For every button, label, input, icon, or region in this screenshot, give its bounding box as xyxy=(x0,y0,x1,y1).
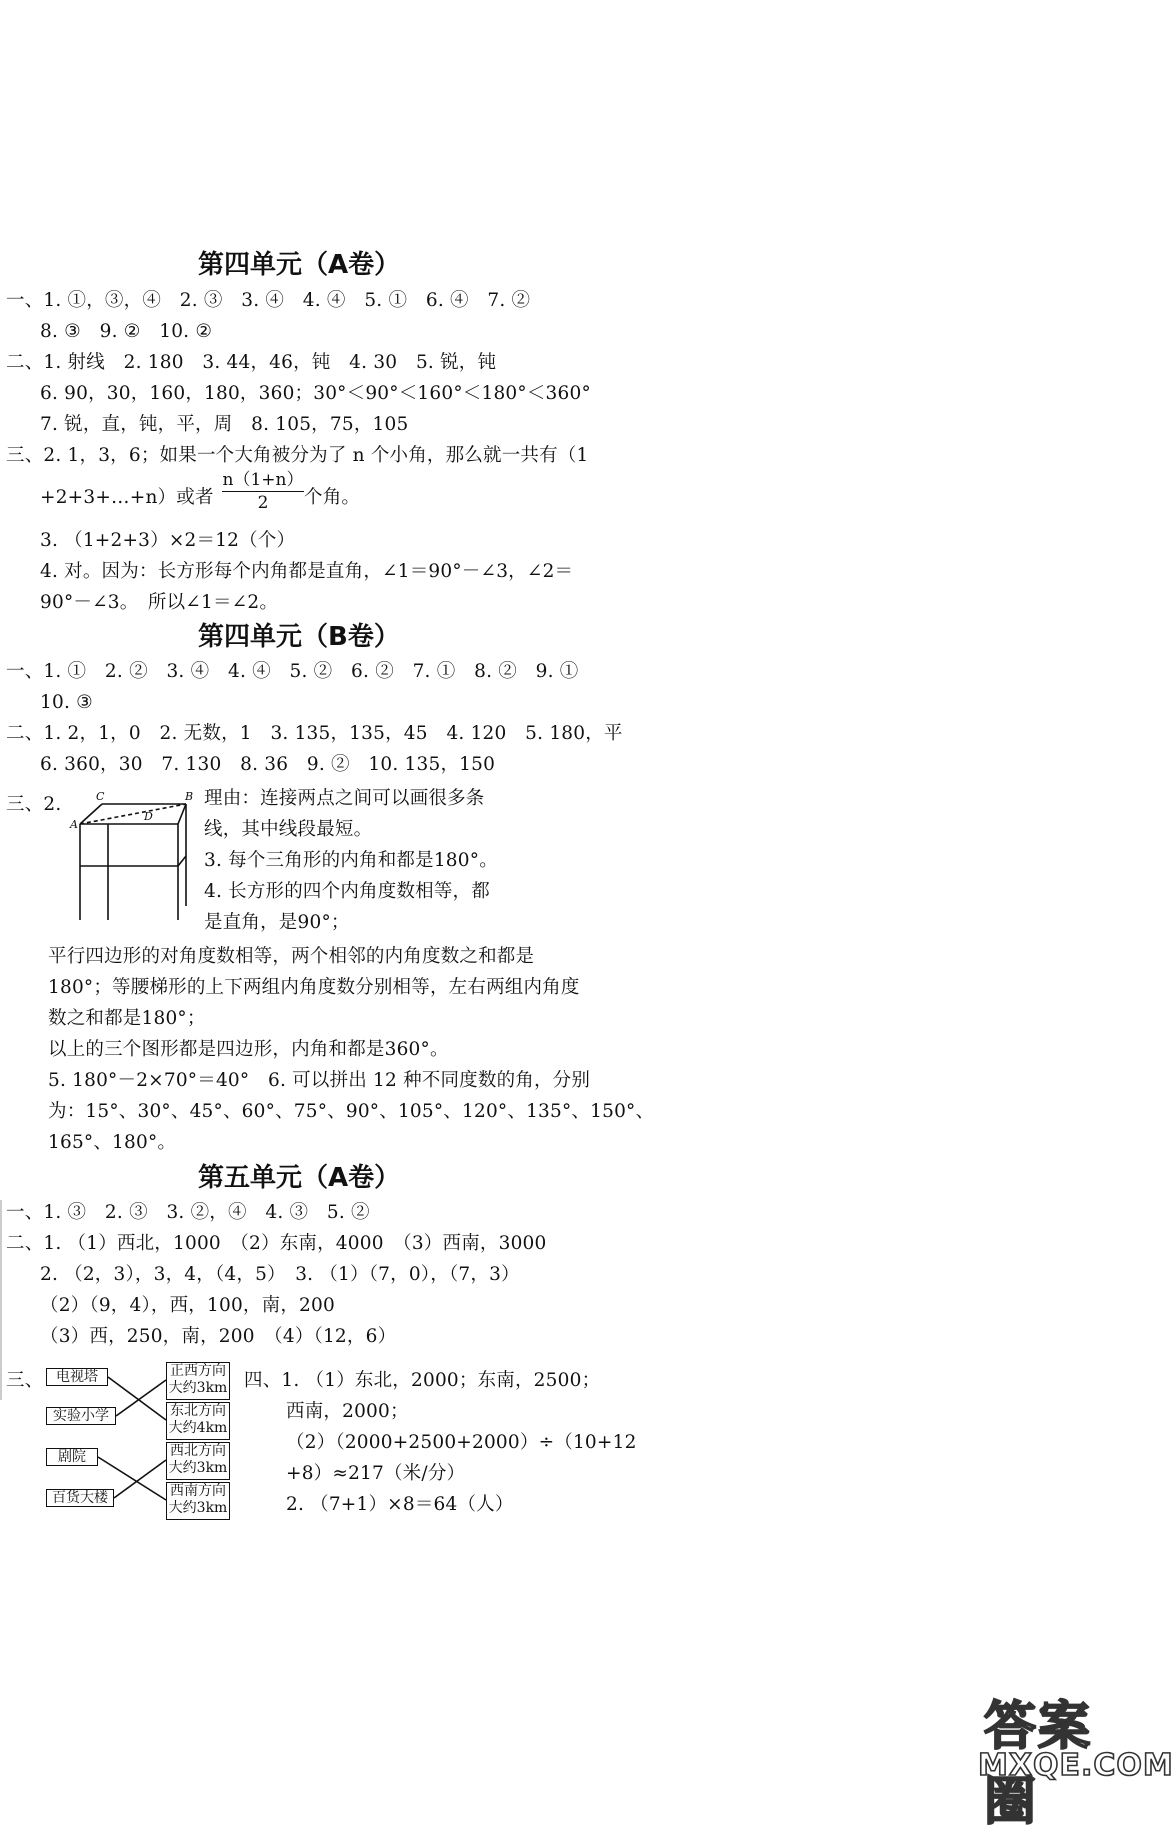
answer-line: 线，其中线段最短。 xyxy=(204,819,373,840)
match-direction: 西南方向 xyxy=(170,1483,226,1499)
answer-line: 4. 长方形的四个内角度数相等，都 xyxy=(204,881,490,902)
answer-line: 一、1. ① 2. ② 3. ④ 4. ④ 5. ② 6. ② 7. ① 8. ② 9. ① xyxy=(6,661,579,682)
answer-line: 三、 xyxy=(6,1370,44,1391)
answer-line: 三、2. 1，3，6；如果一个大角被分为了 n 个小角，那么就一共有（1 xyxy=(6,445,589,466)
match-distance: 大约4km xyxy=(168,1420,228,1436)
match-left-box: 电视塔 xyxy=(46,1368,108,1386)
answer-line: 二、1. 2，1，0 2. 无数，1 3. 135，135，45 4. 120 5. 180，平 xyxy=(6,723,623,744)
answer-line: 165°、180°。 xyxy=(48,1132,177,1153)
match-distance: 大约3km xyxy=(168,1460,228,1476)
match-distance: 大约3km xyxy=(168,1500,228,1516)
watermark-top-text: 答案圈 xyxy=(984,1697,1093,1832)
answer-line: 5. 180°－2×70°＝40° 6. 可以拼出 12 种不同度数的角，分别 xyxy=(48,1070,591,1091)
match-direction: 东北方向 xyxy=(170,1403,226,1419)
match-left-box: 剧院 xyxy=(46,1448,98,1466)
answer-line: 以上的三个图形都是四边形，内角和都是360°。 xyxy=(48,1039,449,1060)
answer-line: 个角。 xyxy=(304,487,361,508)
answer-line: 2. （2，3），3，4，（4，5） 3. （1）（7，0），（7，3） xyxy=(40,1264,520,1285)
answer-line: 3. 每个三角形的内角和都是180°。 xyxy=(204,850,498,871)
answer-line: +2+3+…+n）或者 xyxy=(40,487,214,508)
answer-line: 8. ③ 9. ② 10. ② xyxy=(40,321,213,342)
answer-line: 三、2. xyxy=(6,794,62,815)
answer-line: 一、1. ③ 2. ③ 3. ②，④ 4. ③ 5. ② xyxy=(6,1202,370,1223)
answer-line: 7. 锐，直，钝，平，周 8. 105，75，105 xyxy=(40,414,409,435)
answer-line: 3. （1+2+3）×2＝12（个） xyxy=(40,530,296,551)
answer-line: 数之和都是180°； xyxy=(48,1008,206,1029)
answer-line: 180°；等腰梯形的上下两组内角度数分别相等，左右两组内角度 xyxy=(48,977,580,998)
answer-line: （3）西，250，南，200 （4）（12，6） xyxy=(40,1326,397,1347)
match-left-box: 实验小学 xyxy=(46,1407,116,1425)
figure-label: C xyxy=(96,790,105,803)
answer-line: 90°－∠3。 所以∠1＝∠2。 xyxy=(40,592,279,613)
answer-line: 一、1. ①，③，④ 2. ③ 3. ④ 4. ④ 5. ① 6. ④ 7. ② xyxy=(6,290,531,311)
answer-line: 西南，2000； xyxy=(286,1401,409,1422)
answer-line: +8）≈217（米/分） xyxy=(286,1463,466,1484)
unit5a-title: 第五单元（A卷） xyxy=(198,1163,401,1193)
answer-line: 二、1. 射线 2. 180 3. 44，46，钝 4. 30 5. 锐，钝 xyxy=(6,352,497,373)
answer-line: 为：15°、30°、45°、60°、75°、90°、105°、120°、135°、150°、 xyxy=(48,1101,655,1122)
match-direction: 正西方向 xyxy=(170,1363,226,1379)
answer-line: 平行四边形的对角度数相等，两个相邻的内角度数之和都是 xyxy=(48,946,535,967)
unit4a-title: 第四单元（A卷） xyxy=(198,250,401,280)
answer-line: 二、1. （1）西北，1000 （2）东南，4000 （3）西南，3000 xyxy=(6,1233,547,1254)
match-direction: 西北方向 xyxy=(170,1443,226,1459)
fraction-numerator: n（1+n） xyxy=(222,470,304,490)
answer-line: 理由：连接两点之间可以画很多条 xyxy=(204,788,485,809)
answer-line: 是直角，是90°； xyxy=(204,912,350,933)
answer-line: 四、1. （1）东北，2000；东南，2500； xyxy=(244,1370,601,1391)
scan-edge xyxy=(0,1200,2,1400)
answer-line: 4. 对。因为：长方形每个内角都是直角，∠1＝90°－∠3，∠2＝ xyxy=(40,561,574,582)
watermark-bottom-text: MXQE.COM xyxy=(978,1748,1174,1783)
unit4b-title: 第四单元（B卷） xyxy=(198,622,400,652)
watermark-logo xyxy=(976,1682,1174,1832)
figure-label: B xyxy=(185,790,194,803)
answer-line: 6. 360，30 7. 130 8. 36 9. ② 10. 135，150 xyxy=(40,754,496,775)
figure-label: D xyxy=(144,810,153,823)
match-connector-lines xyxy=(0,0,240,1530)
answer-line: （2）（9，4），西，100，南，200 xyxy=(40,1295,335,1316)
fraction-denominator: 2 xyxy=(257,493,269,513)
answer-line: 2. （7+1）×8＝64（人） xyxy=(286,1494,514,1515)
answer-line: 10. ③ xyxy=(40,692,93,713)
answer-line: （2）（2000+2500+2000）÷（10+12 xyxy=(286,1432,637,1453)
answer-line: 6. 90，30，160，180，360；30°＜90°＜160°＜180°＜360° xyxy=(40,383,591,404)
match-distance: 大约3km xyxy=(168,1380,228,1396)
match-left-box: 百货大楼 xyxy=(46,1489,114,1507)
figure-label: A xyxy=(70,818,78,831)
